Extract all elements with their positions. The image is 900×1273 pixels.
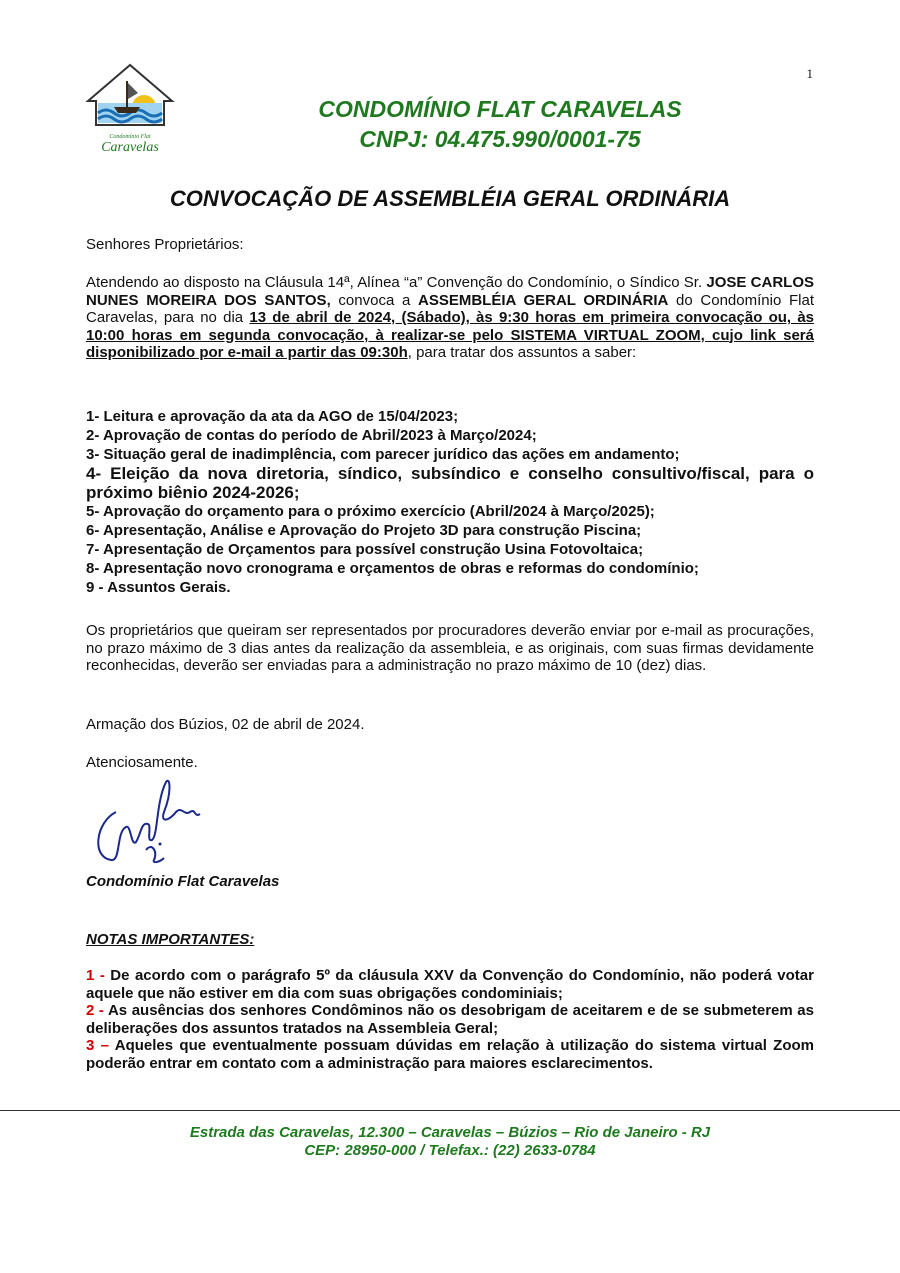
intro-text-2: convoca a bbox=[330, 291, 418, 309]
agenda-item: 8- Apresentação novo cronograma e orçamentos de obras e reformas do condomínio; bbox=[86, 560, 699, 577]
intro-paragraph bbox=[86, 274, 814, 362]
note-text: As ausências dos senhores Condôminos não os desobrigam de aceitarem e de se submeterem as deliberações dos assuntos tratados na Assembleia Geral; bbox=[86, 1002, 814, 1037]
logo-line2: Caravelas bbox=[101, 140, 159, 155]
footer-contact: CEP: 28950-000 / Telefax.: (22) 2633-0784 bbox=[304, 1142, 596, 1159]
header-title: CONDOMÍNIO FLAT CARAVELAS bbox=[318, 96, 682, 122]
logo-line1: Condomínio Flat bbox=[109, 134, 151, 140]
agenda-item: 5- Aprovação do orçamento para o próximo exercício (Abril/2024 à Março/2025); bbox=[86, 503, 655, 520]
closing-regards: Atenciosamente. bbox=[86, 754, 198, 771]
meeting-date-time: 13 de abril de 2024, (Sábado), às 9:30 horas em primeira convocação ou, às 10:00 horas em segunda convocação, à realizar-se pelo SISTEMA VIRTUAL ZOOM, cujo link será disponibilizado por e-mail a partir das 09:30h bbox=[86, 309, 815, 361]
agenda-item: 2- Aprovação de contas do período de Abril/2023 à Março/2024; bbox=[86, 427, 537, 444]
footer-divider bbox=[0, 1110, 900, 1111]
footer bbox=[0, 1124, 900, 1160]
proxy-paragraph: Os proprietários que queiram ser representados por procuradores deverão enviar por e-mail as procurações, no prazo máximo de 3 dias antes da realização da assembleia, e as originais, com suas firmas devidamente reconhecidas, deverão ser enviadas para a administração no prazo máximo de 10 (dez) dias. bbox=[86, 622, 814, 674]
handwritten-signature bbox=[86, 772, 226, 872]
intro-text-4: , para tratar dos assuntos a saber: bbox=[407, 344, 637, 361]
signature-name: Condomínio Flat Caravelas bbox=[86, 873, 280, 890]
footer-address: Estrada das Caravelas, 12.300 – Caravelas – Búzios – Rio de Janeiro - RJ bbox=[189, 1124, 711, 1141]
note-number: 1 - bbox=[86, 967, 105, 984]
notes-list bbox=[86, 967, 814, 1072]
note-number: 2 - bbox=[86, 1002, 104, 1019]
agenda-item: 7- Apresentação de Orçamentos para possível construção Usina Fotovoltaica; bbox=[86, 541, 644, 558]
agenda-item: 6- Apresentação, Análise e Aprovação do Projeto 3D para construção Piscina; bbox=[86, 522, 642, 539]
agenda-item: 1- Leitura e aprovação da ata da AGO de 15/04/2023; bbox=[86, 408, 459, 425]
agenda-item: 4- Eleição da nova diretoria, síndico, subsíndico e conselho consultivo/fiscal, para o próximo biênio 2024-2026; bbox=[86, 464, 814, 502]
agenda-list bbox=[86, 407, 814, 597]
notes-title: NOTAS IMPORTANTES: bbox=[86, 931, 255, 948]
note-number: 3 – bbox=[86, 1037, 109, 1054]
header bbox=[0, 94, 900, 154]
agenda-item: 3- Situação geral de inadimplência, com parecer jurídico das ações em andamento; bbox=[86, 446, 680, 463]
note-text: De acordo com o parágrafo 5º da cláusula XXV da Convenção do Condomínio, não poderá votar aquele que não estiver em dia com suas obrigações condominiais; bbox=[86, 967, 814, 1002]
syndic-name: JOSE CARLOS NUNES MOREIRA DOS SANTOS, bbox=[86, 274, 814, 309]
agenda-item: 9 - Assuntos Gerais. bbox=[86, 579, 231, 596]
assembly-name: ASSEMBLÉIA GERAL ORDINÁRIA bbox=[418, 291, 669, 309]
note-item bbox=[86, 1002, 814, 1037]
note-item bbox=[86, 1037, 814, 1072]
note-item bbox=[86, 967, 814, 1002]
document-title: CONVOCAÇÃO DE ASSEMBLÉIA GERAL ORDINÁRIA bbox=[169, 186, 731, 211]
intro-text-3: do Condomínio Flat Caravelas, para no dia bbox=[86, 291, 814, 326]
header-cnpj: CNPJ: 04.475.990/0001-75 bbox=[359, 126, 641, 152]
note-text: Aqueles que eventualmente possuam dúvidas em relação à utilização do sistema virtual Zoom poderão entrar em contato com a administração para maiores esclarecimentos. bbox=[86, 1037, 814, 1072]
place-date: Armação dos Búzios, 02 de abril de 2024. bbox=[86, 716, 365, 733]
greeting: Senhores Proprietários: bbox=[86, 236, 244, 253]
page-number: 1 bbox=[806, 66, 813, 81]
intro-text-1: Atendendo ao disposto na Cláusula 14ª, Alínea “a” Convenção do Condomínio, o Síndico Sr. bbox=[86, 274, 707, 291]
